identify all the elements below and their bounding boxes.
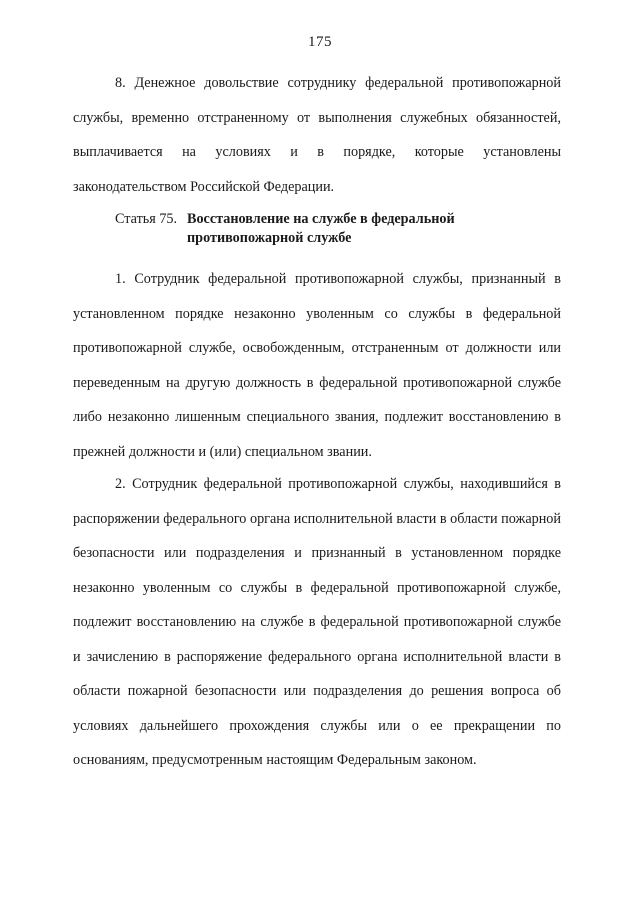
- paragraph-1-text: 1. Сотрудник федеральной противопожарной службы, признанный в установленном порядке незаконно уволенным со службы в федеральной противопожарной службе, освобожденным, отстраненным от должности или переведенным на другую должность в федеральной противопожарной службе либо незаконно лишенным специального звания, подлежит восстановлению в прежней должности и (или) специальном звании.: [73, 271, 561, 460]
- article-number: Статья 75.: [115, 211, 178, 227]
- paragraph-8: [73, 66, 561, 204]
- article-title-line-1: Восстановление на службе в федеральной: [187, 211, 455, 227]
- article-title: [187, 210, 547, 247]
- paragraph-2: [73, 467, 561, 778]
- page-number: 175: [308, 34, 332, 50]
- paragraph-1: [73, 262, 561, 469]
- paragraph-2-text: 2. Сотрудник федеральной противопожарной службы, находившийся в распоряжении федерального органа исполнительной власти в области пожарной безопасности или подразделения и признанный в установленном порядке незаконно уволенным со службы в федеральной противопожарной службе, подлежит восстановлению на службе в федеральной противопожарной службе и зачислению в распоряжение федерального органа исполнительной власти в области пожарной безопасности или подразделения до решения вопроса об условиях дальнейшего прохождения службы или о ее прекращении по основаниям, предусмотренным настоящим Федеральным законом.: [73, 476, 561, 768]
- paragraph-8-text: 8. Денежное довольствие сотруднику федеральной противопожарной службы, временно отстраненному от выполнения служебных обязанностей, выплачивается на условиях и в порядке, которые установлены законодательством Российской Федерации.: [73, 75, 561, 195]
- article-title-line-2: противопожарной службе: [187, 229, 352, 246]
